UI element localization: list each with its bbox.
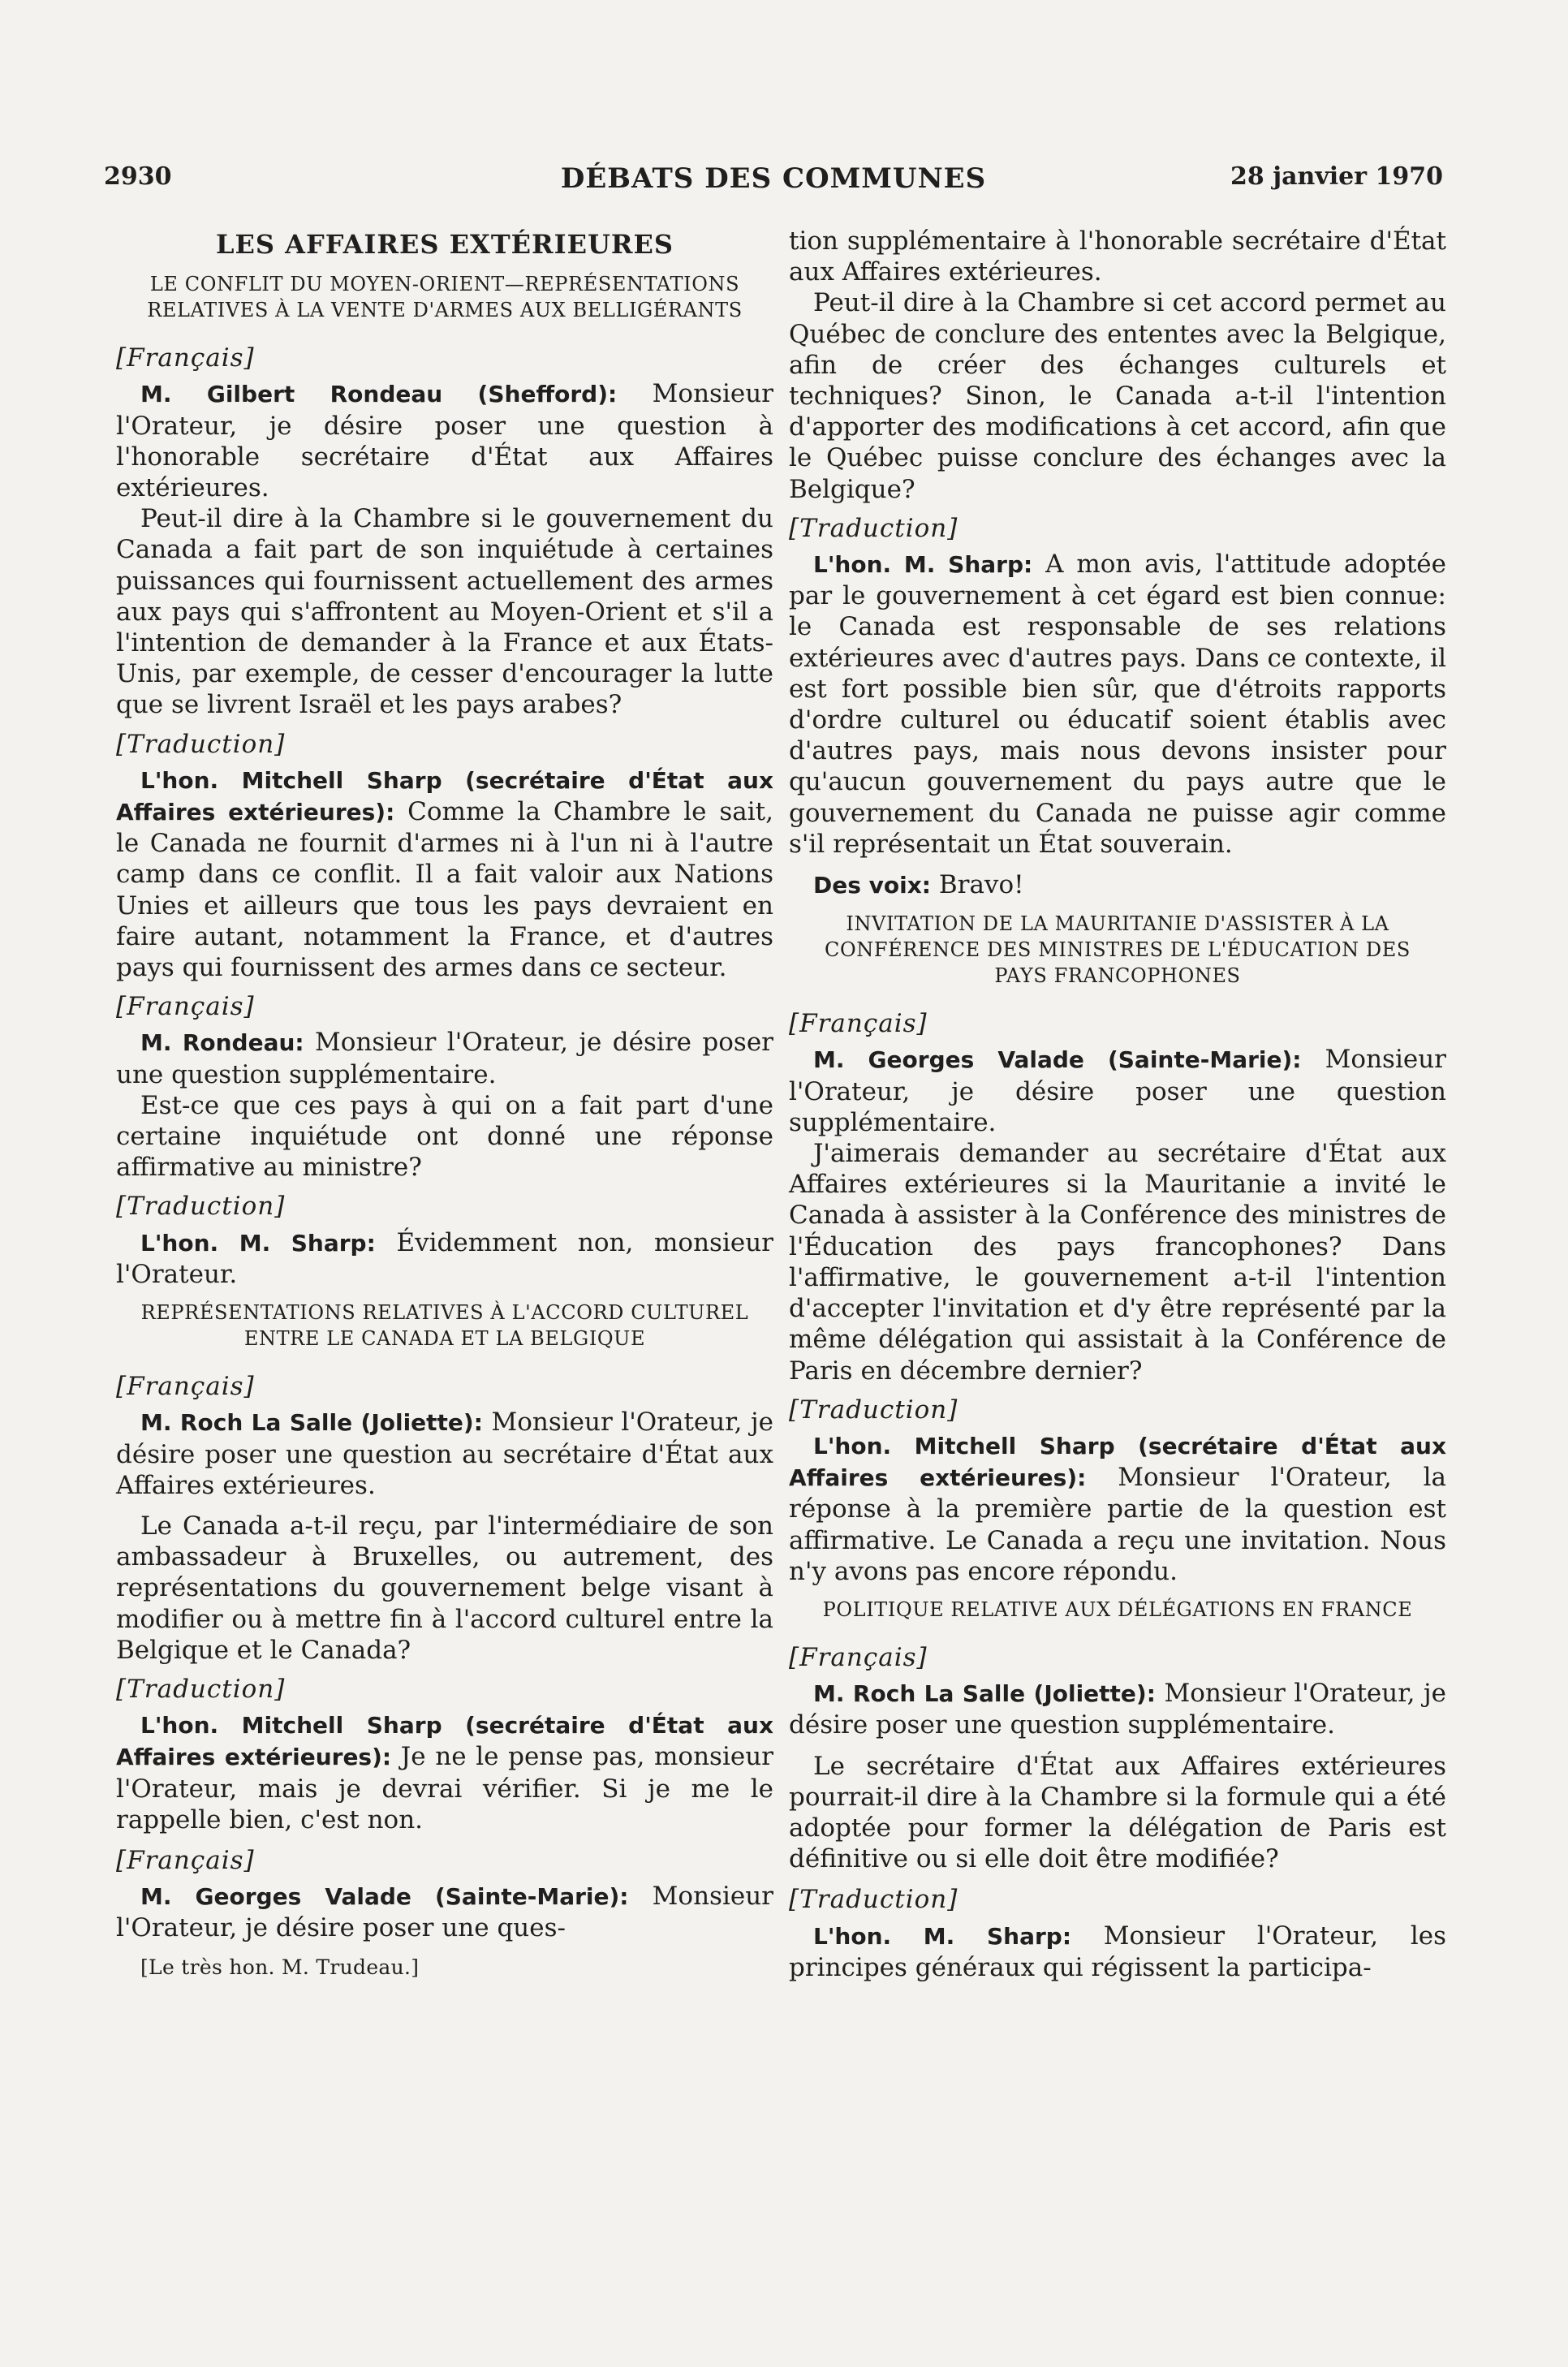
footnote: [Le très hon. M. Trudeau.] (140, 1955, 420, 1979)
speech-text: Monsieur l'Orateur, je désire poser une question supplémentaire. (789, 1045, 1446, 1137)
subheading: POLITIQUE RELATIVE AUX DÉLÉGATIONS EN FRANCE (822, 1597, 1413, 1621)
language-tag: [Traduction] (789, 1395, 958, 1425)
subheading: INVITATION DE LA MAURITANIE D'ASSISTER À LA CONFÉRENCE DES MINISTRES DE L'ÉDUCATION DES PAYS FRANCOPHONES (825, 912, 1411, 988)
paragraph: Peut-il dire à la Chambre si cet accord permet au Québec de conclure des ententes avec la Belgique, afin de créer des échanges culturels et techniques? Sinon, le Canada a-t-il l'intention d'apporter des modifications à cet accord, afin que le Québec puisse conclure des échanges avec la Belgique? (789, 288, 1446, 504)
paragraph (116, 1407, 773, 1501)
language-tag: [Traduction] (789, 1885, 958, 1915)
paragraph (116, 765, 773, 983)
speaker-name: L'hon. Mitchell Sharp (secrétaire d'État aux Affaires extérieures): (789, 1432, 1446, 1492)
page-header (104, 162, 1443, 203)
language-tag: [Français] (116, 343, 255, 373)
language-tag: [Français] (789, 1642, 928, 1672)
paragraph: Peut-il dire à la Chambre si le gouvernement du Canada a fait part de son inquiétude à certaines puissances qui fournissent actuellement des armes aux pays qui s'affrontent au Moyen-Orient et s'il a l'intention de demander à la France et aux États-Unis, par exemple, de cesser d'encourager la lutte que se livrent Israël et les pays arabes? (116, 504, 773, 720)
language-tag: [Traduction] (789, 513, 958, 543)
paragraph (789, 869, 1446, 901)
speaker-name: M. Georges Valade (Sainte-Marie): (813, 1046, 1302, 1074)
language-tag: [Traduction] (116, 1674, 286, 1704)
language-tag: [Traduction] (116, 729, 286, 759)
speech-text: Évidemment non, monsieur l'Orateur. (116, 1227, 773, 1289)
paragraph (789, 1044, 1446, 1138)
paragraph: Est-ce que ces pays à qui on a fait part d'une certaine inquiétude ont donné une réponse affirmative au ministre? (116, 1090, 773, 1183)
speech-text: Monsieur l'Orateur, je désire poser une question supplémentaire. (789, 1679, 1446, 1740)
paragraph (116, 1881, 773, 1943)
speaker-name: L'hon. Mitchell Sharp (secrétaire d'État aux Affaires extérieures): (116, 1712, 773, 1771)
speech-text: Monsieur l'Orateur, les principes généraux qui régissent la participa- (789, 1921, 1446, 1982)
speaker-name: L'hon. M. Sharp: (813, 551, 1033, 579)
subheading: LE CONFLIT DU MOYEN-ORIENT—REPRÉSENTATIONS RELATIVES À LA VENTE D'ARMES AUX BELLIGÉRANTS (147, 273, 743, 322)
speech-text: Monsieur l'Orateur, je désire poser une ques- (116, 1882, 773, 1943)
speech-text: Comme la Chambre le sait, le Canada ne fournit d'armes ni à l'un ni à l'autre camp dans ce conflit. Il a fait valoir aux Nations Unies et ailleurs que tous les pays devraient en faire autant, notamment la France, et d'autres pays qui fournissent des armes dans ce secteur. (116, 797, 773, 983)
speech-text: Monsieur l'Orateur, la réponse à la première partie de la question est affirmative. Le Canada a reçu une invitation. Nous n'y avons pas encore répondu. (789, 1463, 1446, 1586)
speech-text: Bravo! (931, 870, 1024, 900)
speaker-name: M. Georges Valade (Sainte-Marie): (140, 1883, 629, 1911)
speech-text: Je ne le pense pas, monsieur l'Orateur, mais je devrai vérifier. Si je me le rappelle bien, c'est non. (116, 1742, 773, 1835)
speech-text: Monsieur l'Orateur, je désire poser une question à l'honorable secrétaire d'État aux Affaires extérieures. (116, 379, 774, 503)
speech-text: Monsieur l'Orateur, je désire poser une question au secrétaire d'État aux Affaires extérieures. (116, 1408, 773, 1500)
speaker-name: L'hon. Mitchell Sharp (secrétaire d'État aux Affaires extérieures): (116, 766, 773, 826)
paragraph (116, 1710, 773, 1835)
paragraph: Le Canada a-t-il reçu, par l'intermédiaire de son ambassadeur à Bruxelles, ou autrement, des représentations du gouvernement belge visant à modifier ou à mettre fin à l'accord culturel entre la Belgique et le Canada? (116, 1511, 773, 1665)
paragraph (789, 1430, 1446, 1587)
paragraph (116, 378, 773, 503)
paragraph (789, 1921, 1446, 1983)
paragraph (116, 1027, 773, 1089)
speaker-name: M. Roch La Salle (Joliette): (813, 1680, 1156, 1708)
language-tag: [Français] (116, 1372, 255, 1402)
paragraph (789, 1678, 1446, 1740)
speaker-name: Des voix: (813, 872, 931, 899)
speaker-name: L'hon. M. Sharp: (813, 1922, 1072, 1950)
paragraph: tion supplémentaire à l'honorable secrétaire d'État aux Affaires extérieures. (789, 226, 1446, 287)
page-number: 2930 (104, 162, 172, 191)
speech-text: Monsieur l'Orateur, je désire poser une question supplémentaire. (116, 1028, 774, 1089)
right-column (789, 226, 1446, 1983)
language-tag: [Français] (116, 992, 255, 1022)
language-tag: [Traduction] (116, 1192, 286, 1222)
paragraph: J'aimerais demander au secrétaire d'État aux Affaires extérieures si la Mauritanie a invité le Canada à assister à la Conférence des ministres de l'Éducation des pays francophones? Dans l'affirmative, le gouvernement a-t-il l'intention d'accepter l'invitation et d'y être représenté par la même délégation qui assistait à la Conférence de Paris en décembre dernier? (789, 1139, 1446, 1386)
speaker-name: M. Gilbert Rondeau (Shefford): (140, 381, 618, 408)
speaker-name: L'hon. M. Sharp: (140, 1229, 376, 1257)
speech-text: A mon avis, l'attitude adoptée par le gouvernement à cet égard est bien connue: le Canada est responsable de ses relations extérieures avec d'autres pays. Dans ce contexte, il est fort possible bien sûr, que d'étroits rapports d'ordre culturel ou éducatif soient établis avec d'autres pays, mais nous devons insister pour qu'aucun gouvernement du pays autre que le gouvernement du Canada ne puisse agir comme s'il représentait un État souverain. (789, 550, 1446, 859)
section-title: LES AFFAIRES EXTÉRIEURES (216, 229, 674, 260)
paragraph (116, 1227, 773, 1290)
paragraph: Le secrétaire d'État aux Affaires extérieures pourrait-il dire à la Chambre si la formule qui a été adoptée pour former la délégation de Paris est définitive ou si elle doit être modifiée? (789, 1751, 1446, 1874)
subheading: REPRÉSENTATIONS RELATIVES À L'ACCORD CULTUREL ENTRE LE CANADA ET LA BELGIQUE (140, 1301, 749, 1351)
language-tag: [Français] (789, 1009, 928, 1039)
speaker-name: M. Rondeau: (140, 1029, 304, 1057)
paragraph (789, 549, 1446, 860)
publication-title: DÉBATS DES COMMUNES (560, 162, 987, 195)
speaker-name: M. Roch La Salle (Joliette): (140, 1409, 483, 1437)
page-date: 28 janvier 1970 (1230, 162, 1443, 191)
left-column (116, 227, 773, 1983)
language-tag: [Français] (116, 1845, 255, 1875)
